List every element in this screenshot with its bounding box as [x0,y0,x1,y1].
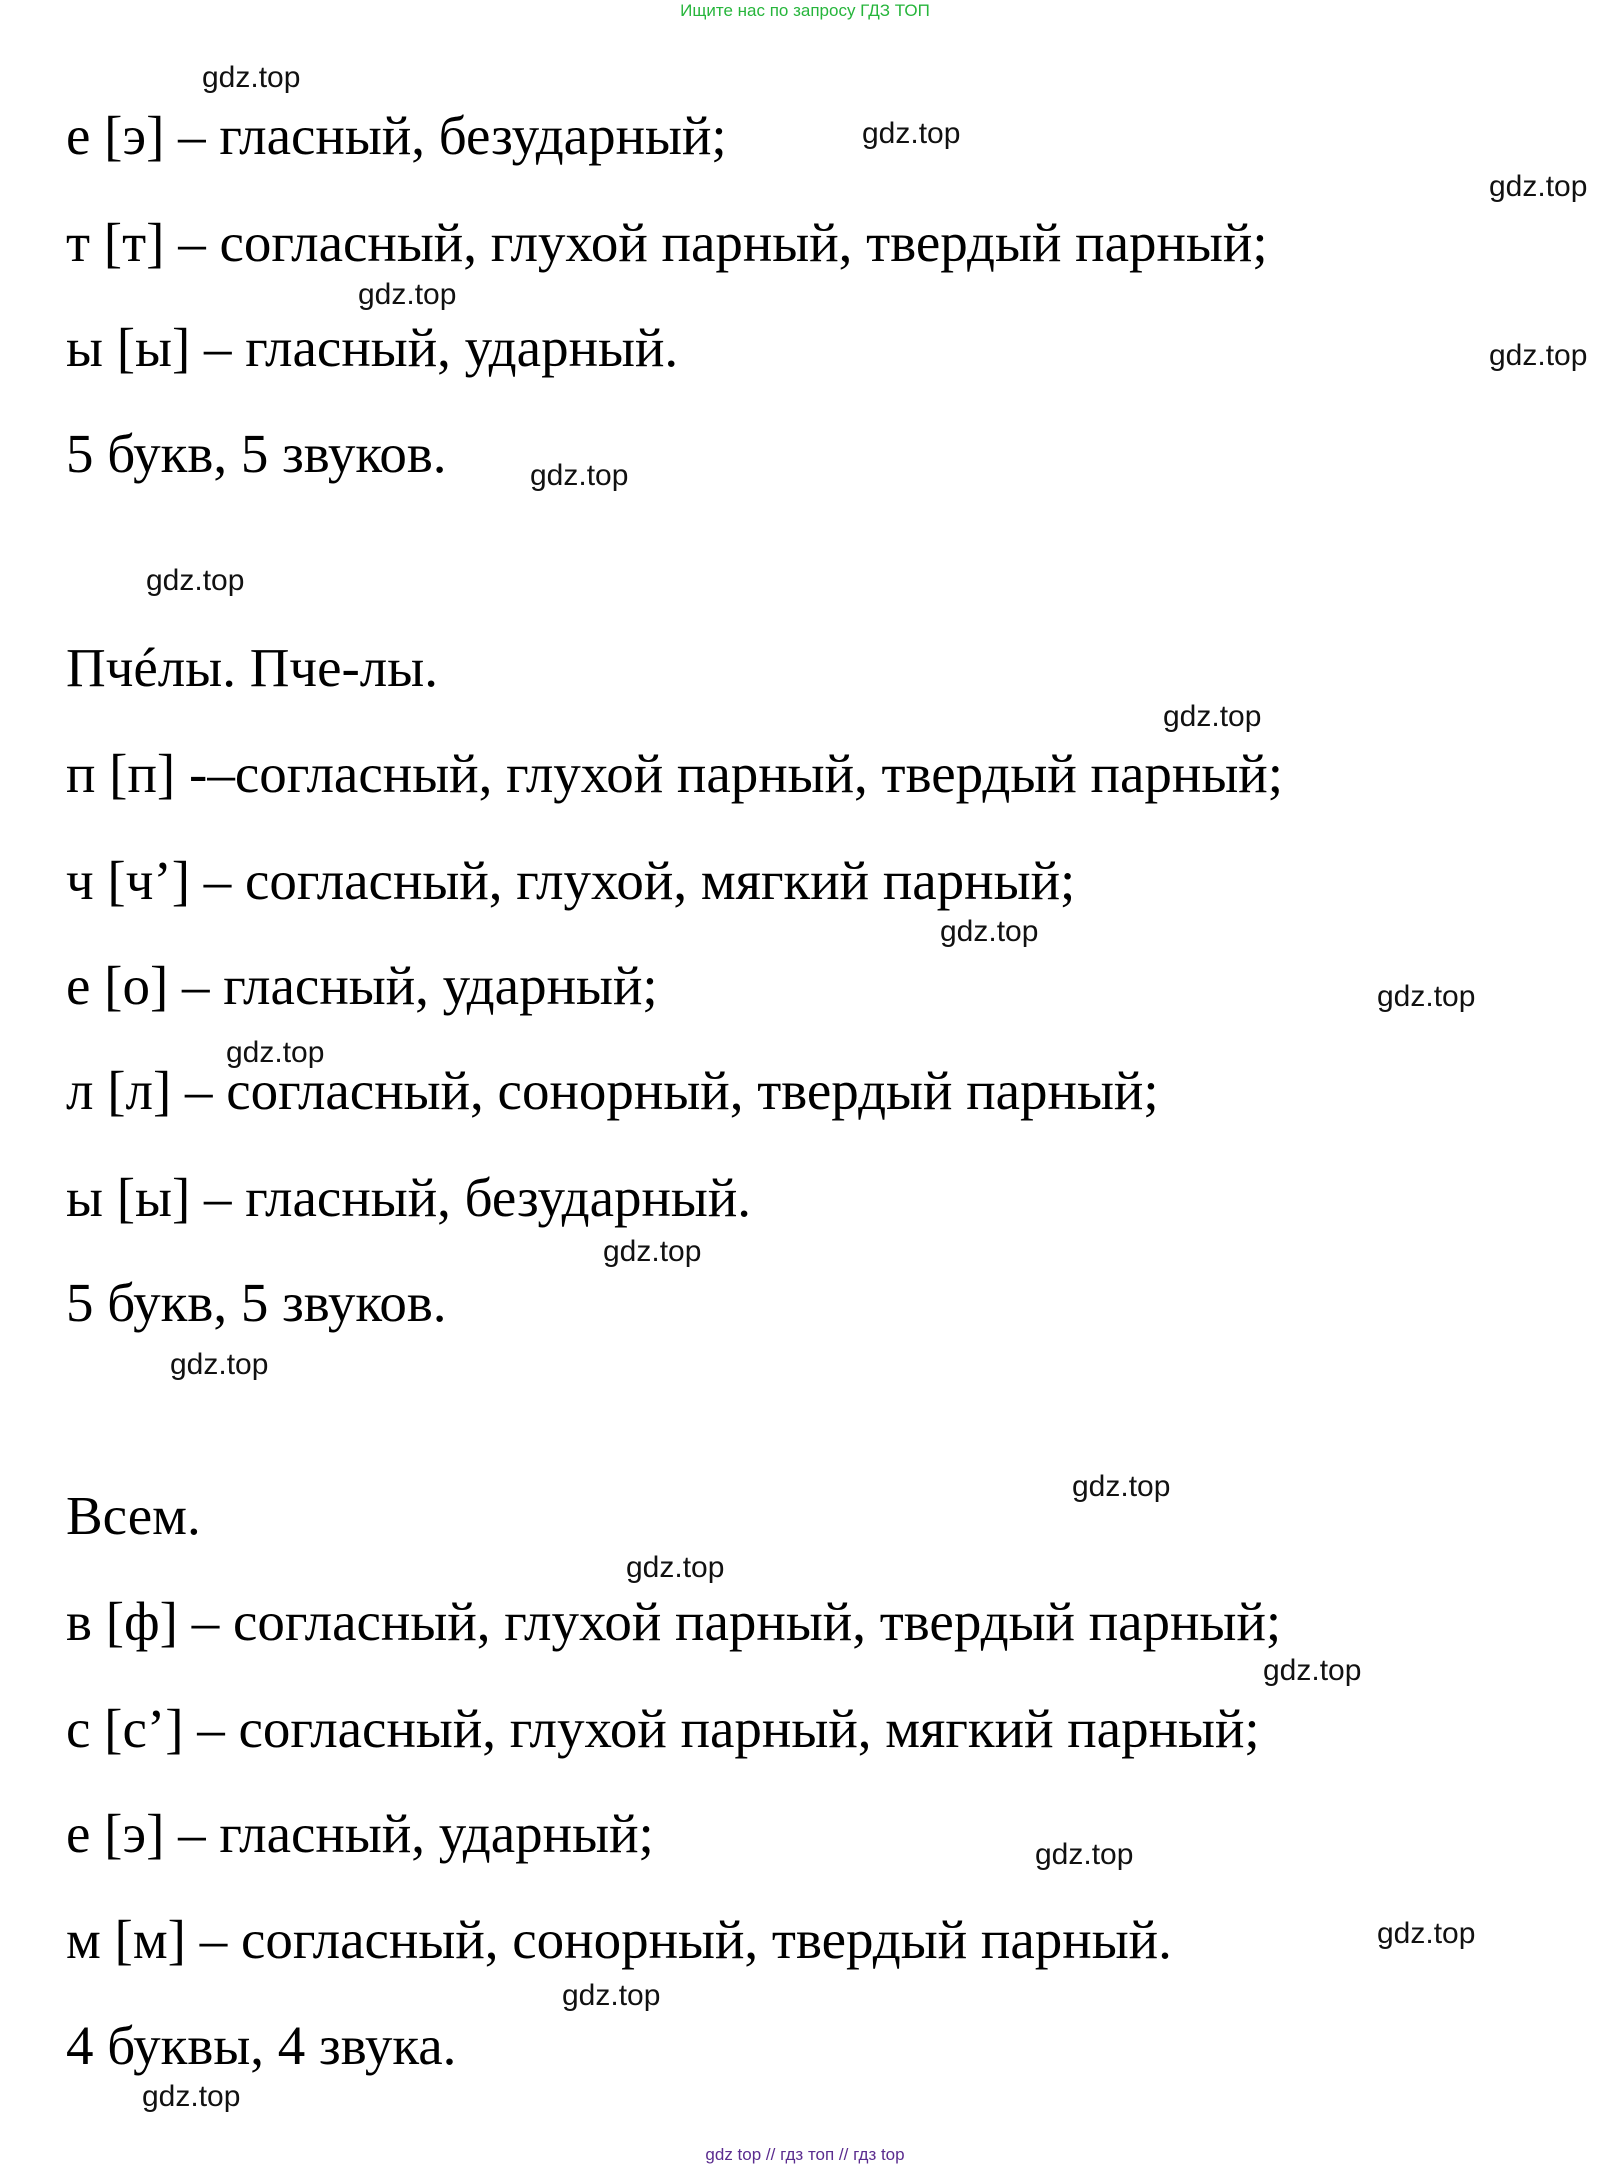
watermark: gdz.top [1489,170,1588,203]
watermark: gdz.top [202,61,301,94]
text-line: Пчéлы. Пче-лы. [66,637,438,698]
watermark: gdz.top [170,1348,269,1381]
top-banner: Ищите нас по запросу ГДЗ ТОП [680,1,930,20]
watermark: gdz.top [1377,1917,1476,1950]
text-line: 5 букв, 5 звуков. [66,423,447,484]
watermark: gdz.top [940,915,1039,948]
footer-links: gdz top // гдз топ // гдз top [705,2145,905,2164]
watermark: gdz.top [603,1235,702,1268]
text-line: Всем. [66,1485,201,1546]
text-line: 4 буквы, 4 звука. [66,2015,457,2076]
watermark: gdz.top [1489,339,1588,372]
watermark: gdz.top [1035,1838,1134,1871]
watermark: gdz.top [1163,700,1262,733]
text-line: ы [ы] – гласный, ударный. [66,317,679,378]
watermark: gdz.top [358,278,457,311]
text-line: е [э] – гласный, ударный; [66,1803,654,1864]
text-line: ч [ч’] – согласный, глухой, мягкий парный; [66,850,1076,911]
watermark: gdz.top [146,564,245,597]
text-line: м [м] – согласный, сонорный, твердый парный. [66,1909,1172,1970]
watermark: gdz.top [226,1036,325,1069]
watermark: gdz.top [562,1979,661,2012]
text-line: т [т] – согласный, глухой парный, твердый парный; [66,212,1268,273]
text-line: с [с’] – согласный, глухой парный, мягкий парный; [66,1698,1260,1759]
text-line: е [э] – гласный, безударный; [66,105,727,166]
text-line: ы [ы] – гласный, безударный. [66,1167,752,1228]
text-line: л [л] – согласный, сонорный, твердый парный; [66,1060,1159,1121]
watermark: gdz.top [530,459,629,492]
watermark: gdz.top [1263,1654,1362,1687]
watermark: gdz.top [142,2080,241,2113]
watermark: gdz.top [1377,980,1476,1013]
watermark: gdz.top [626,1551,725,1584]
watermark: gdz.top [862,117,961,150]
text-line: п [п] -–согласный, глухой парный, твердый парный; [66,743,1283,804]
text-line: в [ф] – согласный, глухой парный, твердый парный; [66,1591,1282,1652]
text-line: 5 букв, 5 звуков. [66,1272,447,1333]
text-line: е [о] – гласный, ударный; [66,955,658,1016]
watermark: gdz.top [1072,1470,1171,1503]
